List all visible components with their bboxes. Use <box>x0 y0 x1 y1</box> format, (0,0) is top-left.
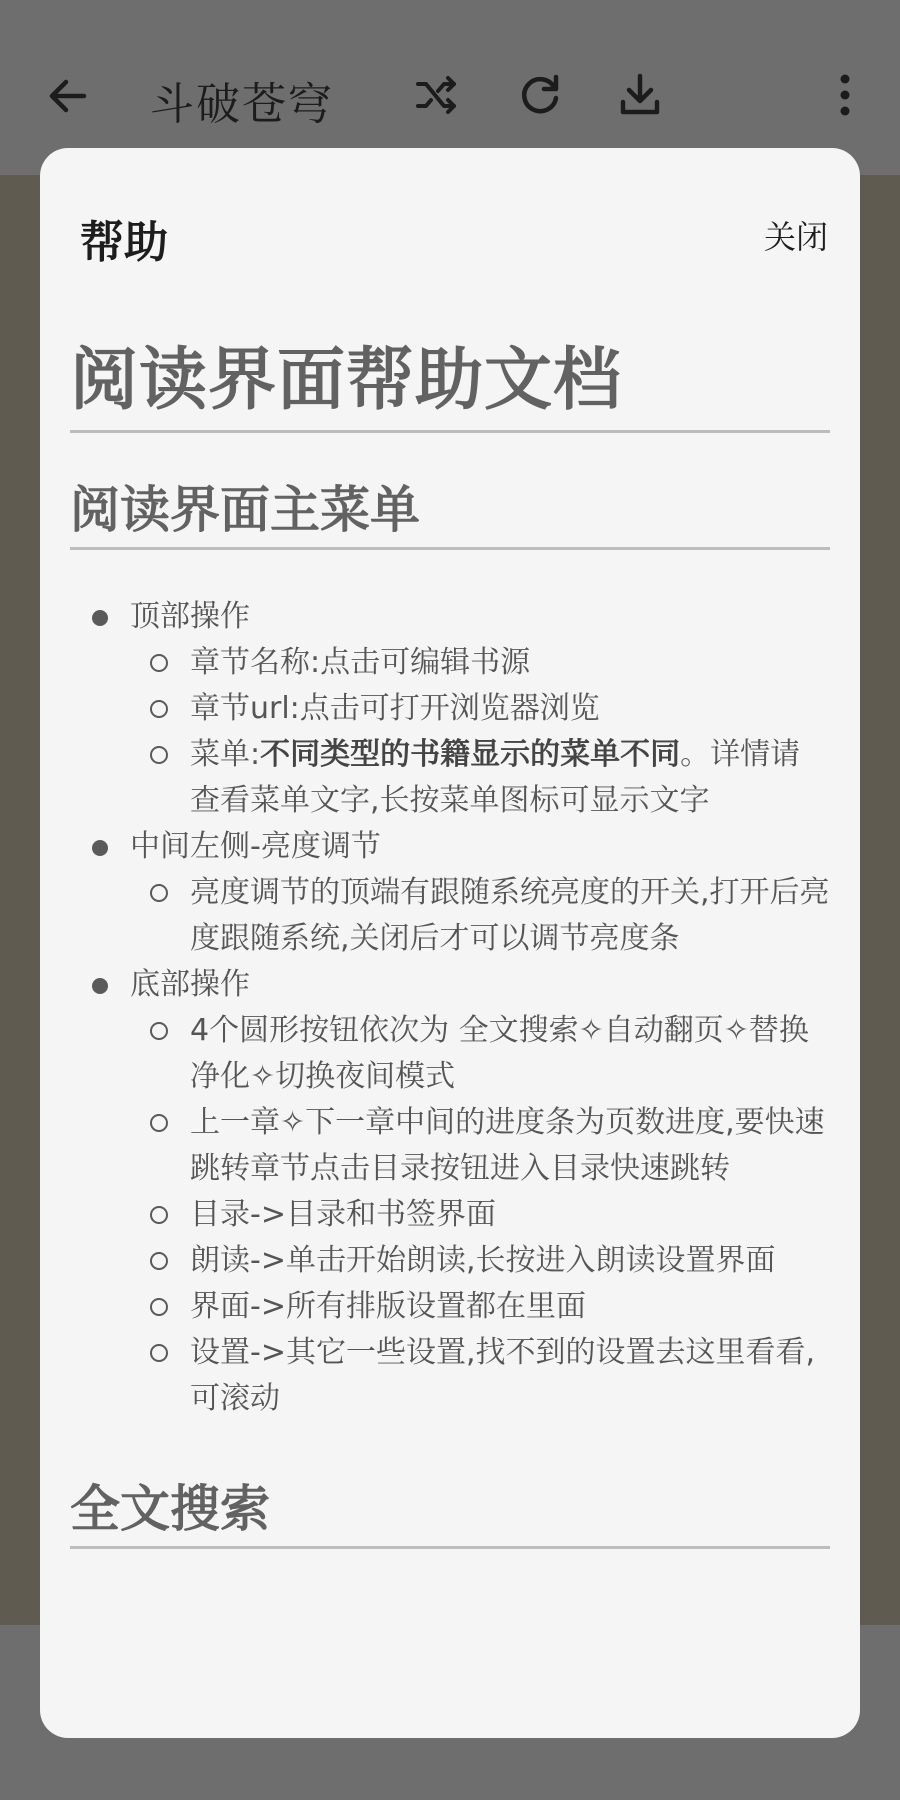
list-item-bottom-operations: 底部操作 4个圆形按钮依次为 全文搜索✧自动翻页✧替换净化✧切换夜间模式 上一章✧下一章中间的进度条为页数进度,要快速跳转章节点击目录按钮进入目录快速跳转 目录->目录和书签界面 朗读->单击开始朗读,长按进入朗读设置界面 界面->所有排版设置都在里面 设置->其它一些设置,找不到的设置去这里看看,可滚动 <box>70 962 830 1422</box>
shuffle-icon[interactable] <box>412 70 462 120</box>
list-item: 界面->所有排版设置都在里面 <box>130 1284 830 1330</box>
list-item: 目录->目录和书签界面 <box>130 1192 830 1238</box>
bold-text: 不同类型的书籍显示的菜单不同 <box>260 737 681 772</box>
section-heading-main-menu: 阅读界面主菜单 <box>70 475 830 550</box>
doc-heading: 阅读界面帮助文档 <box>70 338 830 433</box>
list-item-brightness: 中间左侧-亮度调节 亮度调节的顶端有跟随系统亮度的开关,打开后亮度跟随系统,关闭后才可以调节亮度条 <box>70 824 830 962</box>
download-icon[interactable] <box>615 70 665 120</box>
back-arrow-icon[interactable] <box>44 72 92 120</box>
book-title[interactable]: 斗破苍穹 <box>150 79 334 130</box>
list-item: 菜单:不同类型的书籍显示的菜单不同。详情请查看菜单文字,长按菜单图标可显示文字 <box>130 732 830 824</box>
list-item-top-operations: 顶部操作 章节名称:点击可编辑书源 章节url:点击可打开浏览器浏览 菜单:不同类型的书籍显示的菜单不同。详情请查看菜单文字,长按菜单图标可显示文字 <box>70 594 830 824</box>
main-menu-list <box>70 594 830 1422</box>
section-heading-search: 全文搜索 <box>70 1474 830 1549</box>
list-item: 朗读->单击开始朗读,长按进入朗读设置界面 <box>130 1238 830 1284</box>
list-item: 章节url:点击可打开浏览器浏览 <box>130 686 830 732</box>
list-item: 上一章✧下一章中间的进度条为页数进度,要快速跳转章节点击目录按钮进入目录快速跳转 <box>130 1100 830 1192</box>
dialog-title: 帮助 <box>80 217 168 268</box>
list-item: 亮度调节的顶端有跟随系统亮度的开关,打开后亮度跟随系统,关闭后才可以调节亮度条 <box>130 870 830 962</box>
list-item: 章节名称:点击可编辑书源 <box>130 640 830 686</box>
close-button[interactable]: 关闭 <box>763 218 828 256</box>
more-vert-icon[interactable] <box>820 70 870 120</box>
list-item: 设置->其它一些设置,找不到的设置去这里看看,可滚动 <box>130 1330 830 1422</box>
refresh-icon[interactable] <box>515 70 565 120</box>
help-document[interactable] <box>70 338 830 1549</box>
list-item: 4个圆形按钮依次为 全文搜索✧自动翻页✧替换净化✧切换夜间模式 <box>130 1008 830 1100</box>
help-dialog <box>40 148 860 1738</box>
